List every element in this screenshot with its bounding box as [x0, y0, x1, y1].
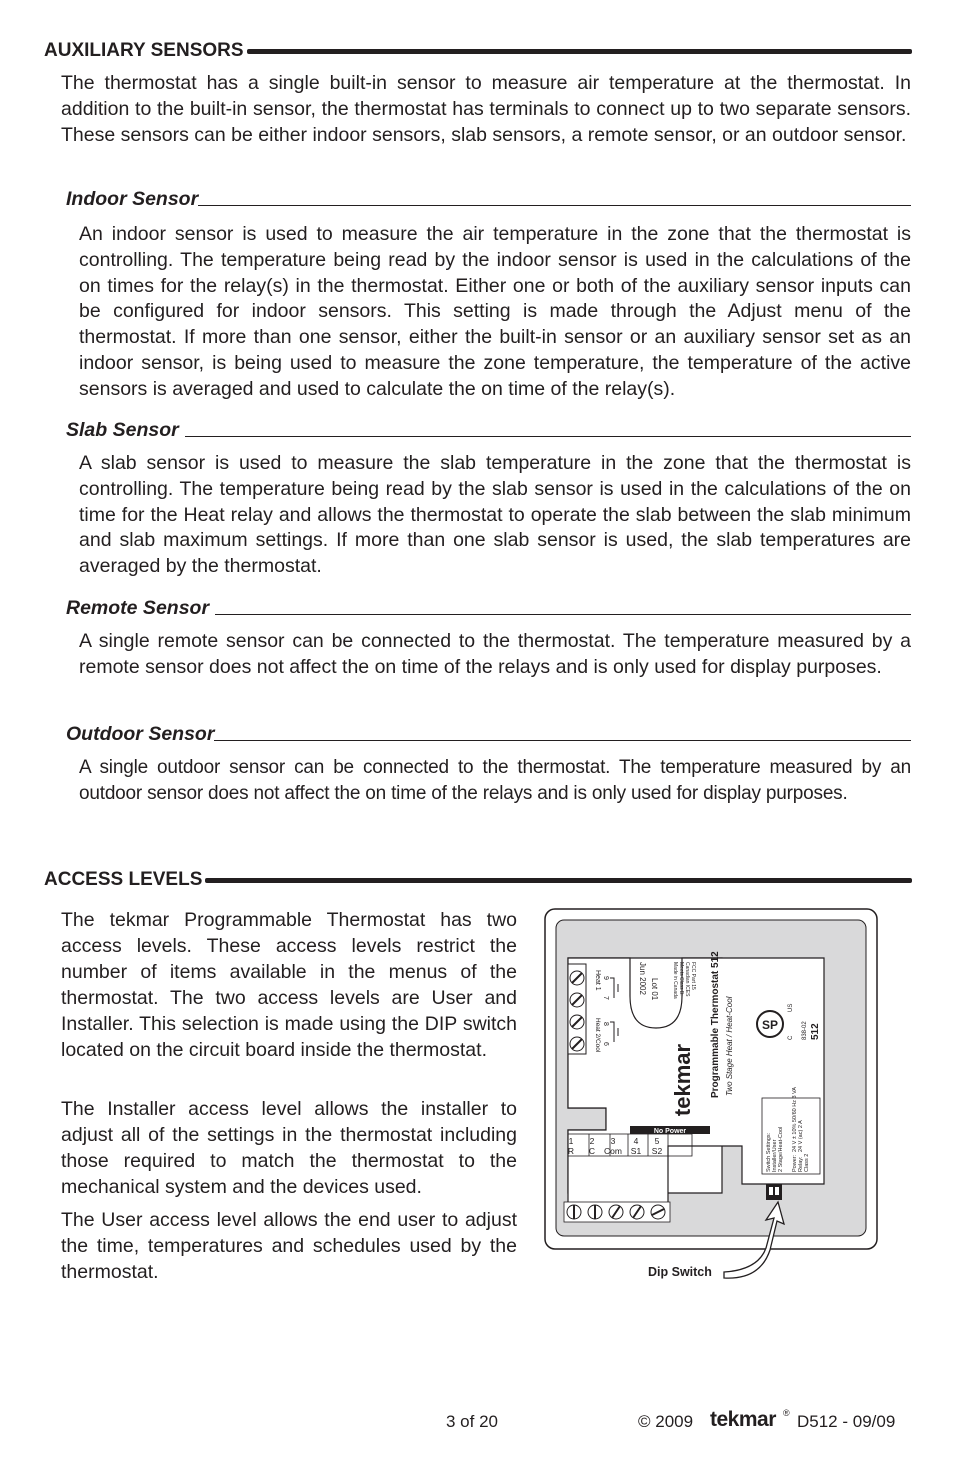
page-number: 3 of 20 — [446, 1412, 498, 1431]
remote-body: A single remote sensor can be connected to the thermostat. The temperature measured by a remote sensor does not affect the on time of the relays and is only used for display purposes. — [79, 630, 911, 678]
product-subtitle: Two Stage Heat / Heat-Cool — [725, 996, 734, 1096]
csa-logo — [757, 1011, 783, 1037]
dip-switch-label: Dip Switch — [648, 1265, 712, 1279]
switch-line-2: Installer/User — [772, 1139, 778, 1172]
heading-text: ACCESS LEVELS — [44, 869, 203, 890]
made-line-3: FCC Part 15 — [690, 962, 696, 990]
dip-switch-toggle-1 — [769, 1187, 773, 1195]
relay-num-8: 8 — [602, 1022, 609, 1026]
terminal-num-2: 2 — [589, 1136, 595, 1146]
circuit-board-diagram — [544, 908, 878, 1286]
subheading-text: Slab Sensor — [66, 419, 179, 441]
terminal-label-3: Com — [604, 1146, 622, 1156]
relay-num-6: 6 — [602, 1042, 609, 1046]
model-number: 512 — [810, 1023, 821, 1040]
registered-mark: ® — [783, 1408, 790, 1418]
cert-code: 838-02 — [802, 1021, 808, 1040]
date-label: Jun 2002 — [638, 962, 647, 995]
product-title: Programmable Thermostat 512 — [710, 951, 721, 1098]
lot-label: Lot 01 — [650, 978, 659, 1001]
subheading-text: Indoor Sensor — [66, 188, 199, 210]
dip-switch[interactable] — [766, 1184, 782, 1200]
terminal-label-5: S2 — [651, 1146, 663, 1156]
relay-num-7: 7 — [602, 996, 609, 1000]
access-paragraph-3: The User access level allows the end user to adjust the time, temperatures and schedules used by the thermostat. — [61, 1209, 517, 1283]
cert-us: US — [788, 1003, 794, 1012]
access-paragraph-1: The tekmar Programmable Thermostat has two access levels. These access levels restrict the number of items available in the menus of the thermostat. The two access levels are User and Installer. This selection is made using the DIP switch located on the circuit board inside the thermostat. — [61, 909, 517, 1061]
subheading-rule — [214, 740, 911, 741]
power-label-2: Relay: — [798, 1156, 804, 1172]
heading-text: AUXILIARY SENSORS — [44, 40, 244, 61]
subheading-rule — [198, 205, 911, 206]
terminal-label-4: S1 — [630, 1146, 642, 1156]
heat2cool-label: Heat 2/Cool — [594, 1018, 601, 1053]
power-label-3: Class 2 — [804, 1153, 810, 1172]
subheading-text: Remote Sensor — [66, 597, 210, 619]
dip-switch-toggle-2 — [775, 1187, 779, 1195]
access-paragraph-2: The Installer access level allows the installer to adjust all of the settings in the thermostat including those required to match the thermostat to the mechanical system and the devices used. — [61, 1098, 517, 1198]
terminal-num-5: 5 — [654, 1136, 660, 1146]
made-in-label: Made in Canada — [672, 962, 678, 999]
power-value-1: 24 V ± 10% 50/60 Hz 3 VA — [792, 1087, 798, 1152]
made-line-2: Canadian ICES — [684, 962, 690, 997]
subheading-outdoor — [66, 723, 911, 746]
brand-logo: tekmar — [670, 1043, 695, 1117]
indoor-body: An indoor sensor is used to measure the air temperature in the zone that the thermostat is controlling. The temperature being read by the indoor sensor is used in the calculations of the on times for the relay(s) in the thermostat. Either one or both of the auxiliary sensor inputs can be configured for indoor sensors. This setting is made through the Adjust menu of the thermostat. If more than one sensor, either the built-in sensor or an auxiliary sensor set as an indoor sensor, is being used to measure the zone temperature, the temperature of the active sensors is averaged and used to calculate the on time of the relay(s). — [79, 223, 911, 400]
heading-rule — [247, 49, 912, 54]
subheading-remote — [66, 597, 911, 620]
terminal-num-3: 3 — [610, 1136, 616, 1146]
section-heading-auxiliary — [44, 40, 912, 62]
outdoor-body: A single outdoor sensor can be connected to the thermostat. The temperature measured by an outdoor sensor does not affect the on time of the relays and is only used for display purposes. — [79, 757, 911, 804]
subheading-indoor — [66, 188, 911, 211]
terminal-label-2: C — [588, 1146, 596, 1156]
auxiliary-intro: The thermostat has a single built-in sensor to measure air temperature at the thermostat. In addition to the built-in sensor, the thermostat has terminals to connect up to two separate sensors. These sensors can be either indoor sensors, slab sensors, a remote sensor, or an outdoor sensor. — [61, 72, 911, 146]
doc-code: D512 - 09/09 — [797, 1412, 896, 1431]
slab-body: A slab sensor is used to measure the slab temperature in the zone that the thermostat is controlling. The temperature being read by the slab sensor is used in the calculations of the on time for the Heat relay and allows the thermostat to operate the slab between the slab minimum and slab maximum settings. If more than one slab sensor is used, the slab temperatures are averaged by the thermostat. — [79, 452, 911, 578]
svg-text:SP: SP — [761, 1018, 779, 1032]
subheading-text: Outdoor Sensor — [66, 723, 215, 745]
subheading-rule — [215, 614, 911, 615]
made-line-1: Meets Class B: — [678, 962, 684, 996]
copyright: © 2009 — [638, 1412, 694, 1431]
no-power-label: No Power — [653, 1128, 687, 1135]
switch-line-1: Switch Settings: — [766, 1132, 772, 1172]
subheading-rule — [185, 436, 911, 437]
relay-num-9: 9 — [602, 976, 609, 980]
terminal-num-4: 4 — [633, 1136, 639, 1146]
heading-rule — [205, 878, 912, 883]
power-value-2: 24 V (ac) 2 A — [798, 1120, 804, 1152]
terminal-label-1: R — [567, 1146, 575, 1156]
heat1-label: Heat 1 — [594, 970, 601, 991]
section-heading-access — [44, 869, 912, 891]
power-label-1: Power: — [792, 1154, 798, 1172]
terminal-num-1: 1 — [568, 1136, 574, 1146]
switch-line-3: 2 Stage/Heat-Cool — [778, 1126, 784, 1172]
cert-c: C — [788, 1035, 794, 1040]
subheading-slab — [66, 419, 911, 442]
footer-brand-logo: tekmar — [710, 1408, 776, 1431]
